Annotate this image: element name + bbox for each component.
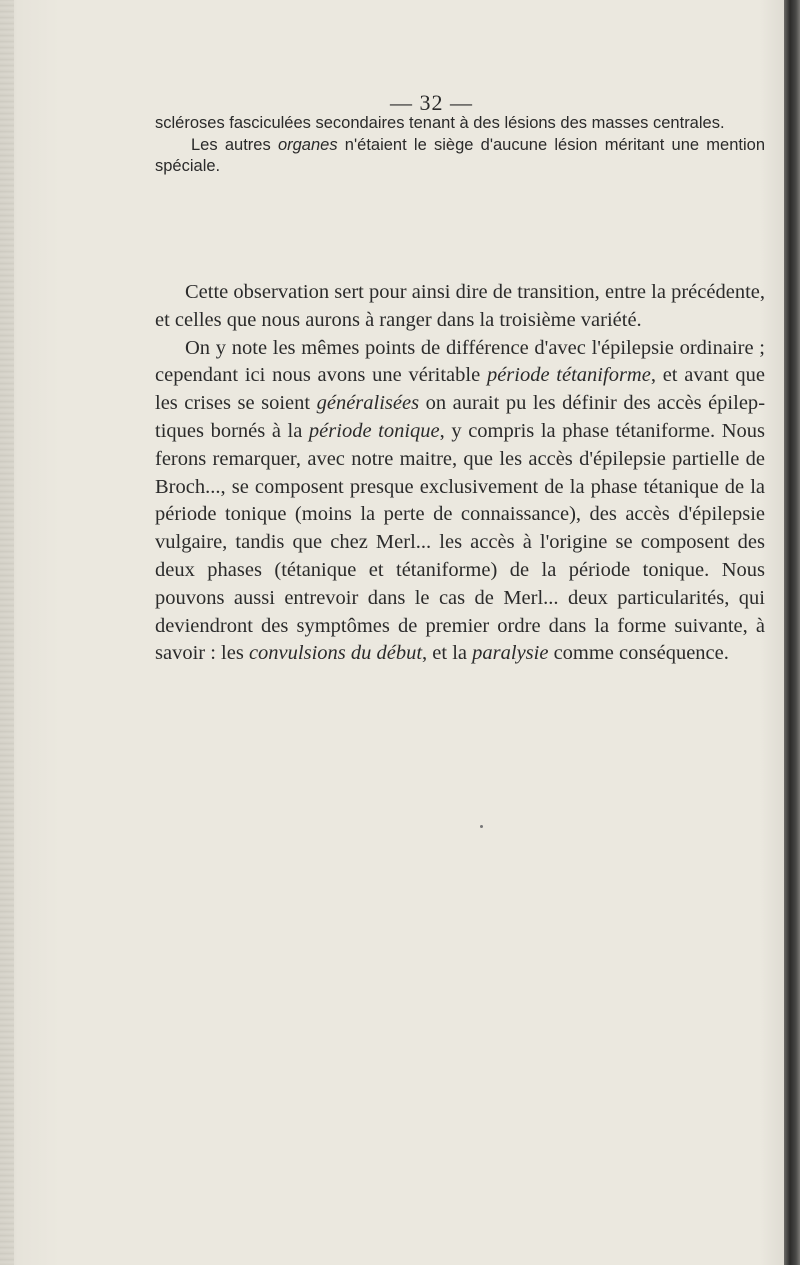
- main-p2-italic-1: période tétaniforme: [486, 364, 651, 387]
- main-p2-text-2: , et avant que les crises se soient: [155, 364, 765, 415]
- main-p2-text-3: on aurait pu les définir des accès épileptiques bornés à la: [155, 392, 766, 442]
- main-paragraph-1: Cette observation sert pour ainsi dire de transition, entre la précédente, et celles que nous aurons à ranger dans la troisième variété.: [155, 281, 765, 331]
- intro-paragraph-2: [155, 135, 765, 178]
- intro-p2-text-b: n'étaient le siège d'aucune lésion méritant une mention spéciale.: [155, 135, 765, 175]
- main-p2-italic-3: période tonique: [308, 419, 440, 442]
- main-p2-text-5: , et la: [422, 642, 473, 665]
- ink-speck: [480, 825, 483, 828]
- page-number: — 32 —: [390, 90, 473, 115]
- main-p2-italic-4: convulsions du début: [248, 642, 423, 665]
- main-text-block: [155, 279, 765, 668]
- main-p2-text-4: , y compris la phase tétaniforme. Nous ferons remarquer, avec notre maitre, que les accès d'épilepsie partielle de Broch..., se composent presque exclusivement de la phase tétanique de la période tonique (moins la perte de connaissance), des accès d'épilepsie vulgaire, tandis que chez Merl... les accès à l'origine se composent des deux phases (tétanique et tétaniforme) de la période tonique. Nous pouvons aussi entrevoir dans le cas de Merl... deux particularités, qui deviendront des symptômes de premier ordre dans la forme suivante, à savoir : les: [155, 419, 766, 665]
- main-paragraph-2: [155, 335, 765, 669]
- intro-paragraph-1: scléroses fasciculées secondaires tenant à des lésions des masses centrales.: [155, 114, 725, 132]
- main-p2-text-6: comme conséquence.: [548, 642, 729, 665]
- book-spine-edge: [784, 0, 800, 1265]
- main-p2-text-1: On y note les mêmes points de différence d'avec l'épilepsie ordinaire ; cependant ici nous avons une véritable: [155, 336, 765, 387]
- main-p2-italic-2: généralisées: [316, 392, 420, 415]
- intro-p2-text-a: Les autres: [191, 135, 278, 154]
- page-left-edge: [0, 0, 14, 1265]
- intro-text-block: [155, 113, 765, 178]
- main-p2-italic-5: paralysie: [472, 642, 549, 665]
- intro-p2-italic: organes: [277, 135, 338, 154]
